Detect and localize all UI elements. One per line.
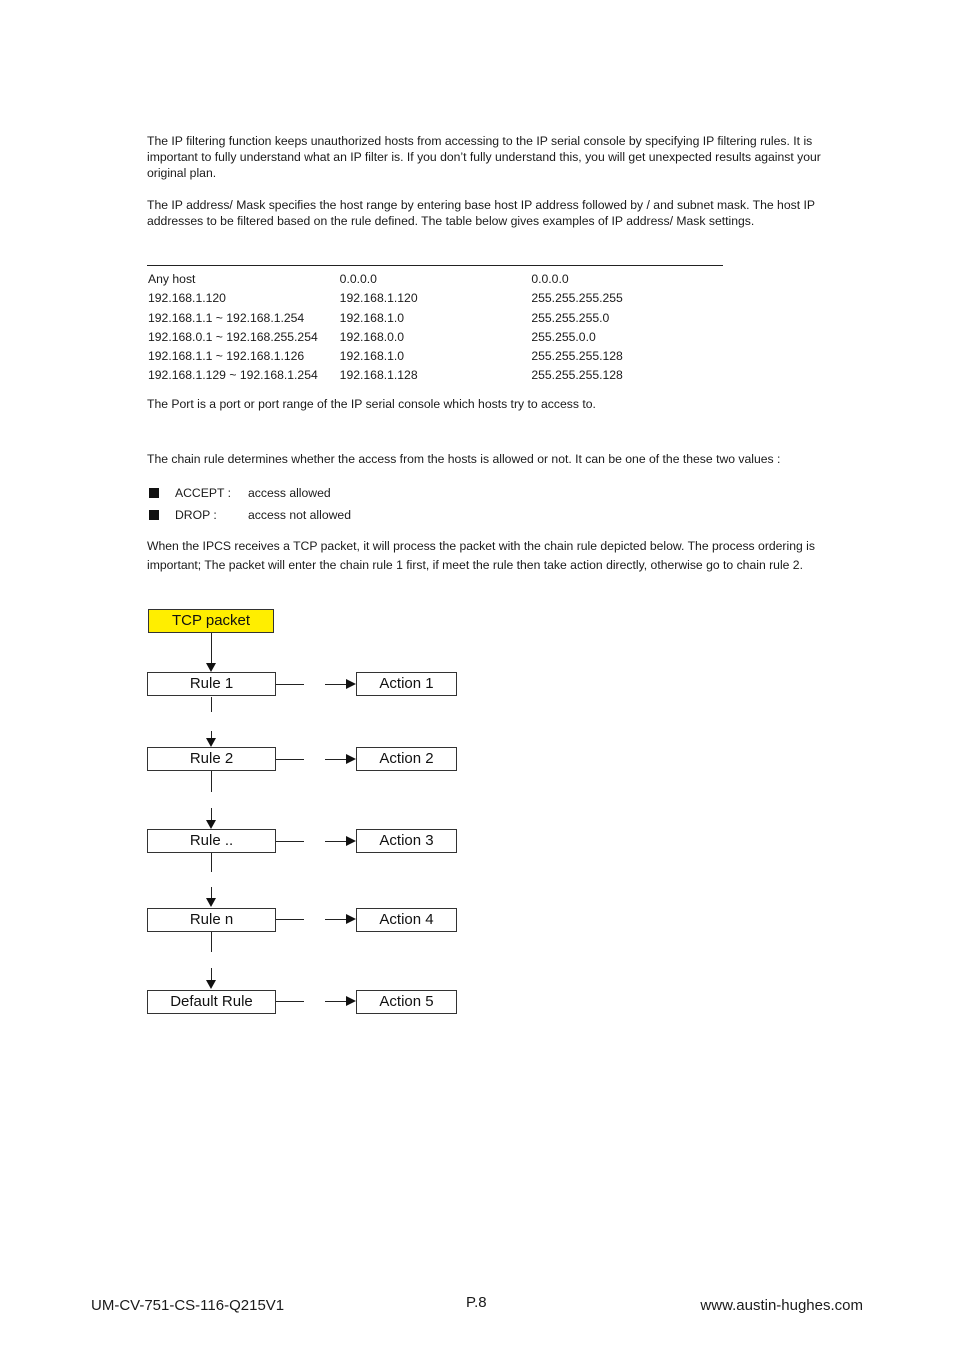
flow-connector [325, 684, 346, 685]
arrow-down-icon [206, 980, 216, 989]
square-bullet-icon [149, 488, 159, 498]
table-cell-mask: 255.255.255.128 [531, 349, 623, 364]
bullet-value: access not allowed [248, 508, 351, 522]
footer-page-number: P.8 [466, 1294, 487, 1311]
action-box-5: Action 5 [356, 990, 457, 1014]
arrow-right-icon [346, 914, 356, 924]
bullet-value: access allowed [248, 486, 331, 500]
table-cell-ip-address: 192.168.1.120 [339, 291, 418, 306]
flow-connector [325, 841, 346, 842]
table-cell-mask: 0.0.0.0 [531, 272, 569, 286]
flow-connector [276, 919, 304, 920]
table-cell-mask: 255.255.255.0 [531, 310, 610, 325]
table-cell-host-range: 192.168.1.1 ~ 192.168.1.126 [148, 349, 305, 364]
flow-connector [325, 759, 346, 760]
flow-connector [211, 771, 212, 792]
table-row [148, 271, 723, 290]
arrow-right-icon [346, 754, 356, 764]
flow-connector [211, 932, 212, 952]
chain-paragraph: The chain rule determines whether the access from the hosts is allowed or not. It can be one of the these two values : [147, 452, 781, 466]
table-cell-host-range: 192.168.1.129 ~ 192.168.1.254 [148, 368, 318, 383]
table-row [148, 348, 723, 367]
square-bullet-icon [149, 510, 159, 520]
rule-box-default: Default Rule [147, 990, 276, 1014]
bullet-key: ACCEPT : [175, 486, 231, 500]
port-paragraph: The Port is a port or port range of the IP serial console which hosts try to access to. [147, 397, 596, 411]
table-cell-mask: 255.255.255.128 [531, 368, 623, 383]
table-cell-ip-address: 192.168.1.0 [339, 349, 405, 364]
footer-website: www.austin-hughes.com [700, 1297, 863, 1314]
bullet-key: DROP : [175, 508, 217, 522]
table-cell-ip-address: 192.168.1.0 [339, 310, 405, 325]
flow-connector [325, 919, 346, 920]
flow-connector [276, 684, 304, 685]
intro-paragraph-2: The IP address/ Mask specifies the host range by entering base host IP address followed by / and subnet mask. The host IP addresses to be filtered based on the rule defined. The table below gives examples of IP address/ Mask settings. [147, 198, 815, 228]
table-cell-host-range: 192.168.0.1 ~ 192.168.255.254 [148, 329, 318, 344]
table-cell-mask: 255.255.0.0 [531, 329, 596, 344]
table-cell-mask: 255.255.255.255 [531, 291, 623, 306]
action-box-4: Action 4 [356, 908, 457, 932]
arrow-down-icon [206, 663, 216, 672]
flow-connector [325, 1001, 346, 1002]
rule-box-4: Rule n [147, 908, 276, 932]
table-row [148, 367, 723, 386]
flow-connector [211, 633, 212, 663]
bullet-drop [149, 508, 351, 522]
bullet-accept [149, 486, 331, 500]
flow-connector [276, 759, 304, 760]
table-cell-ip-address: 192.168.1.128 [339, 368, 418, 383]
table-cell-ip-address: 0.0.0.0 [339, 272, 377, 286]
table-row [148, 329, 723, 348]
table-top-rule [147, 265, 723, 266]
action-box-3: Action 3 [356, 829, 457, 853]
table-cell-host-range: Any host [148, 272, 196, 286]
flow-connector [276, 841, 304, 842]
table-cell-ip-address: 192.168.0.0 [339, 329, 405, 344]
intro-paragraph-1: The IP filtering function keeps unauthorized hosts from accessing to the IP serial console by specifying IP filtering rules. It is important to fully understand what an IP filter is. If you don’t fully understand this, you will get unexpected results against your original plan. [147, 134, 821, 180]
arrow-down-icon [206, 738, 216, 747]
rule-box-1: Rule 1 [147, 672, 276, 696]
flow-connector [276, 1001, 304, 1002]
arrow-down-icon [206, 820, 216, 829]
table-row [148, 310, 723, 329]
action-box-1: Action 1 [356, 672, 457, 696]
arrow-right-icon [346, 679, 356, 689]
arrow-right-icon [346, 836, 356, 846]
tcp-packet-box: TCP packet [148, 609, 274, 633]
table-row [148, 290, 723, 309]
rule-box-2: Rule 2 [147, 747, 276, 771]
ip-mask-table [148, 271, 723, 387]
action-box-2: Action 2 [356, 747, 457, 771]
flow-connector [211, 697, 212, 712]
arrow-down-icon [206, 898, 216, 907]
table-cell-host-range: 192.168.1.1 ~ 192.168.1.254 [148, 310, 305, 325]
footer-doc-id: UM-CV-751-CS-116-Q215V1 [91, 1297, 285, 1314]
flow-connector [211, 853, 212, 872]
table-cell-host-range: 192.168.1.120 [148, 291, 226, 306]
arrow-right-icon [346, 996, 356, 1006]
rule-box-3: Rule .. [147, 829, 276, 853]
process-paragraph: When the IPCS receives a TCP packet, it will process the packet with the chain rule depicted below. The process ordering is important; The packet will enter the chain rule 1 first, if meet the rule then take action directly, otherwise go to chain rule 2. [147, 539, 815, 572]
